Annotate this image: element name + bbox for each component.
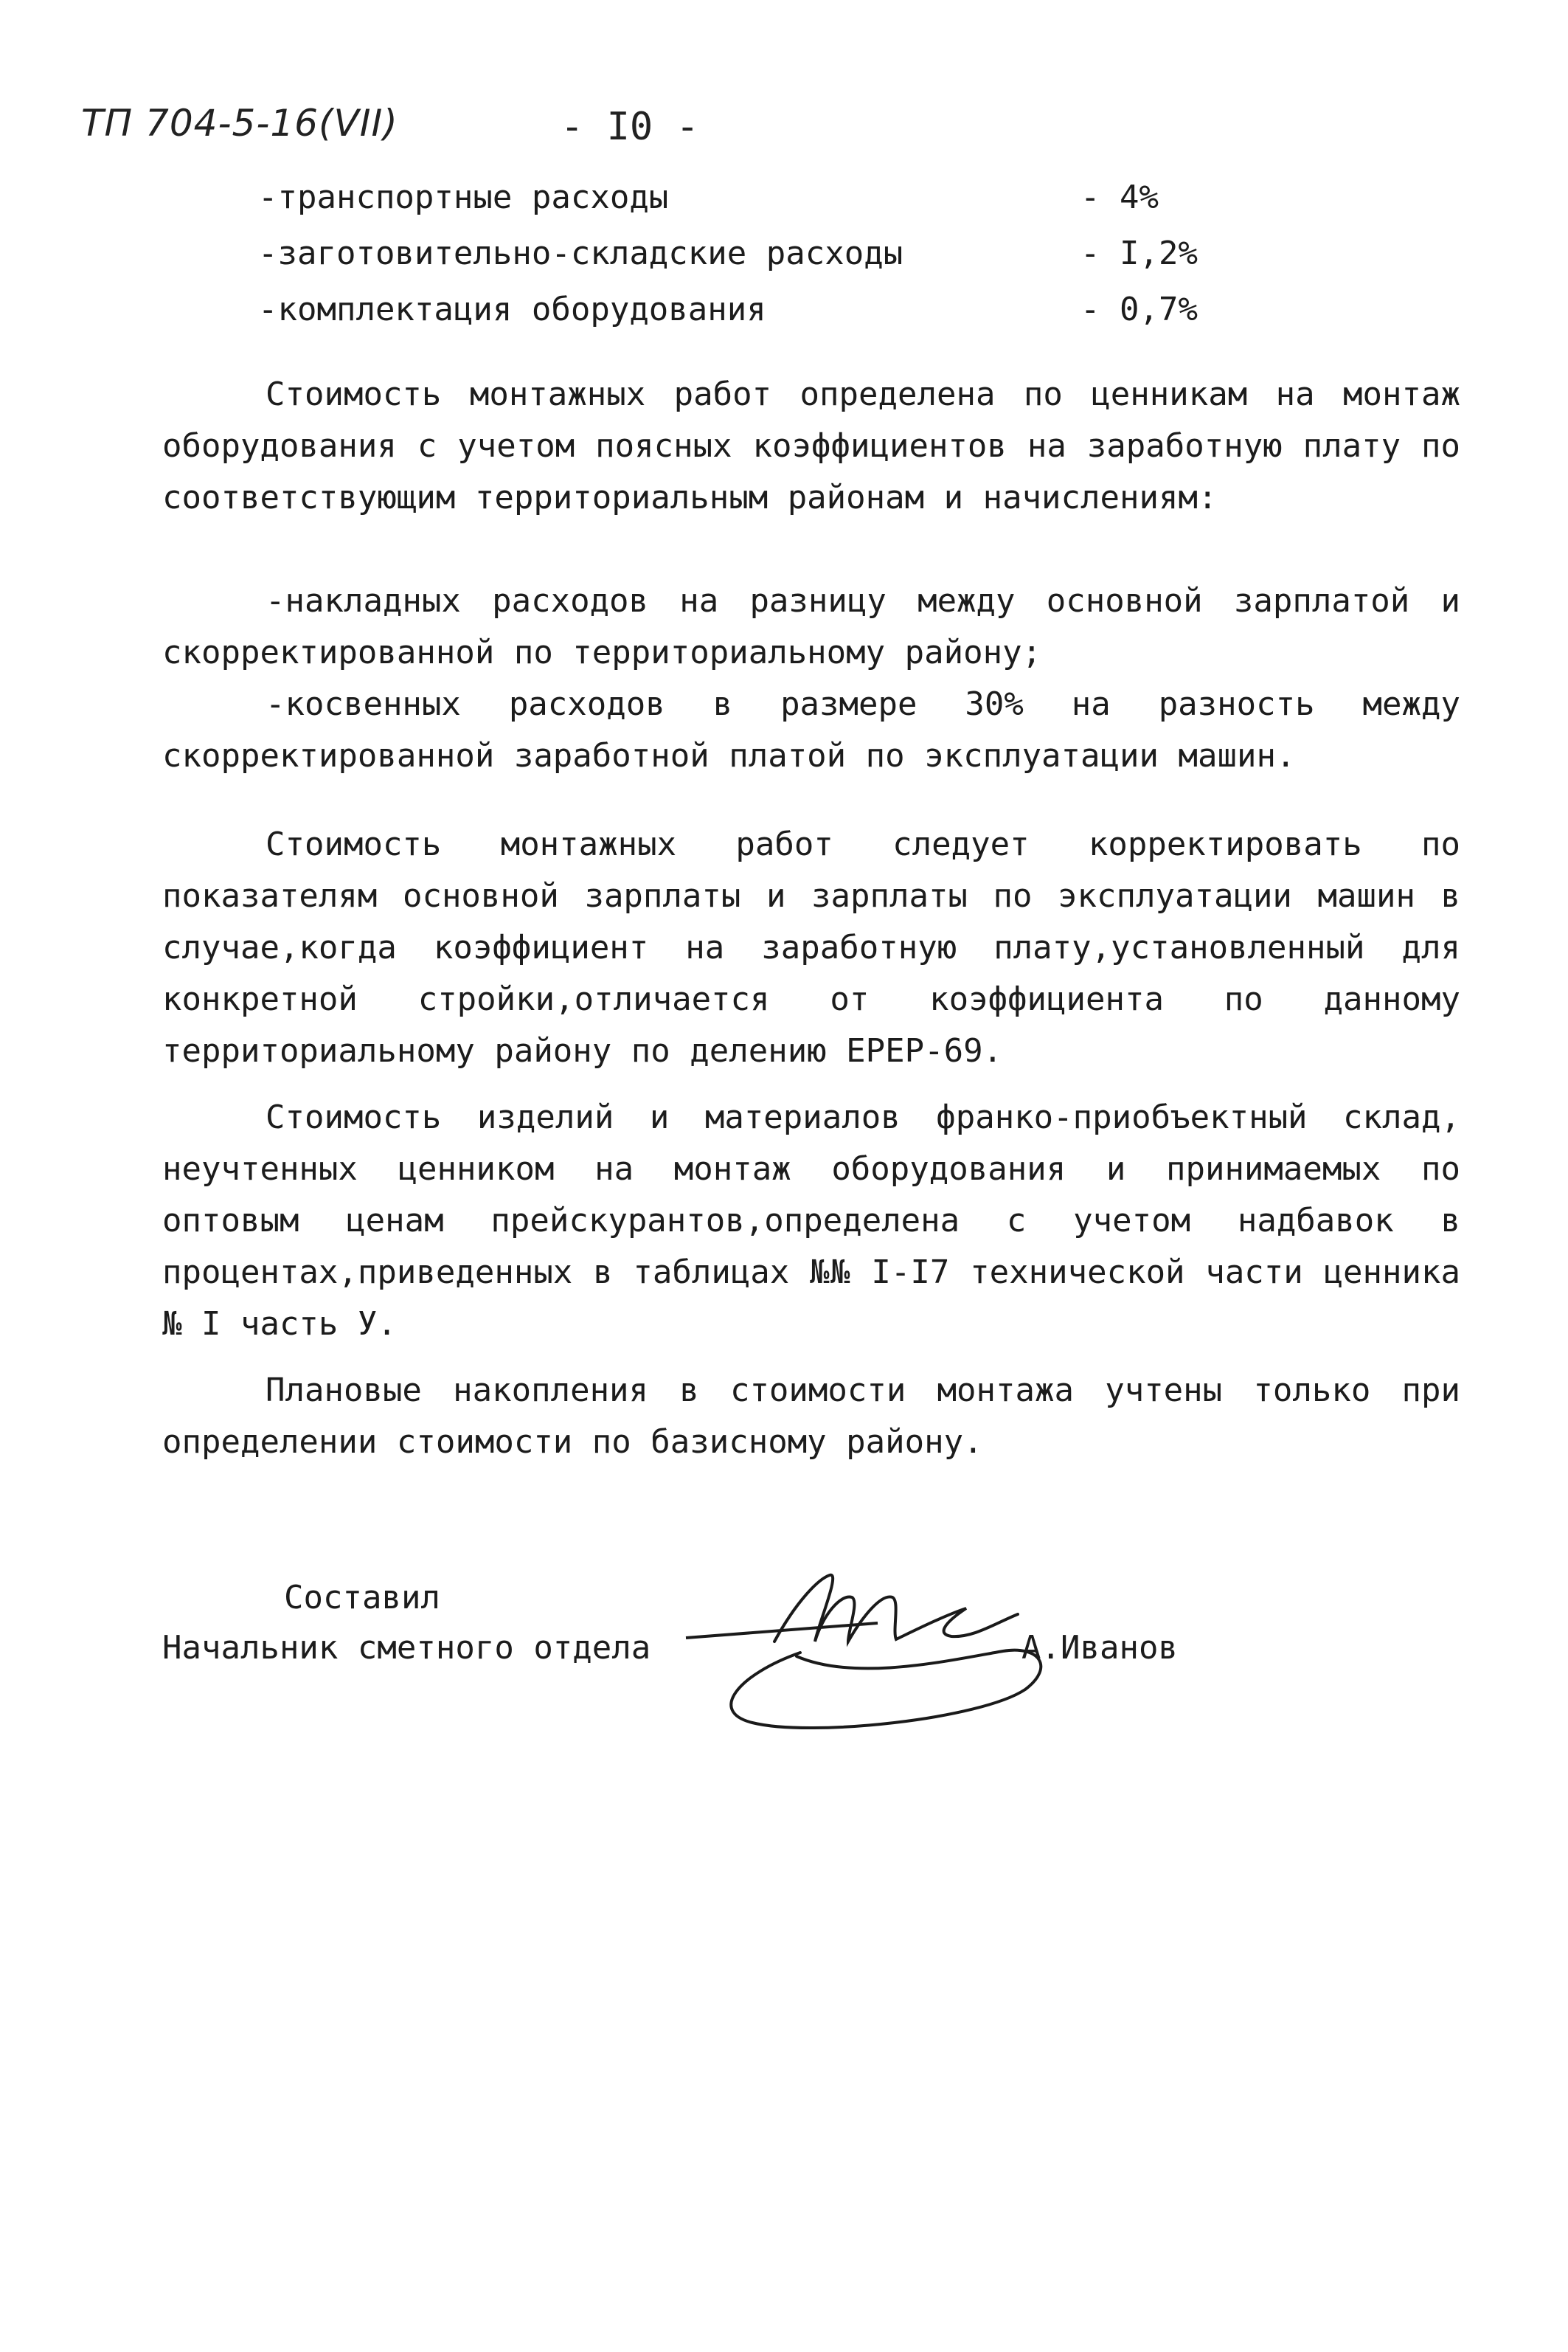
page-number: - I0 -	[561, 105, 699, 149]
signature-block	[162, 1579, 1416, 1771]
cost-row	[258, 235, 1239, 291]
compiled-by-label: Составил	[284, 1579, 440, 1616]
cost-list	[258, 179, 1239, 347]
handwritten-signature	[671, 1571, 1143, 1763]
cost-value: - 4%	[1080, 179, 1159, 216]
cost-row	[258, 179, 1239, 235]
cost-row	[258, 291, 1239, 347]
signer-name: А.Иванов	[1021, 1629, 1178, 1667]
cost-value: - I,2%	[1080, 235, 1198, 272]
paragraph-planned-savings: Плановые накопления в стоимости монтажа учтены только при определении стоимости по базисному району.	[162, 1372, 1460, 1461]
paragraph-overhead-costs: -накладных расходов на разницу между основной зарплатой и скорректированной по территориальному району;	[162, 582, 1460, 671]
cost-label: -заготовительно-складские расходы	[258, 235, 903, 272]
cost-label: -комплектация оборудования	[258, 291, 766, 328]
document-code: ТП 704-5-16(VII)	[81, 102, 398, 145]
cost-value: - 0,7%	[1080, 291, 1198, 328]
paragraph-materials-cost: Стоимость изделий и материалов франко-приобъектный склад, неучтенных ценником на монтаж оборудования и принимаемых по оптовым ценам прейскурантов,определена с учетом надбавок в процентах,приведенных в таблицах №№ I-I7 технической части ценника № I часть У.	[162, 1099, 1460, 1343]
paragraph-installation-cost: Стоимость монтажных работ определена по ценникам на монтаж оборудования с учетом поясных коэффициентов на заработную плату по соответствующим территориальным районам и начислениям:	[162, 376, 1460, 516]
paragraph-indirect-costs: -косвенных расходов в размере 30% на разность между скорректированной заработной платой по эксплуатации машин.	[162, 685, 1460, 775]
cost-label: -транспортные расходы	[258, 179, 669, 216]
paragraph-cost-adjustment: Стоимость монтажных работ следует корректировать по показателям основной зарплаты и зарплаты по эксплуатации машин в случае,когда коэффициент на заработную плату,установленный для конкретной стройки,отличается от коэффициента по данному территориальному району по делению ЕРЕР-69.	[162, 826, 1460, 1070]
signer-position: Начальник сметного отдела	[162, 1629, 651, 1667]
